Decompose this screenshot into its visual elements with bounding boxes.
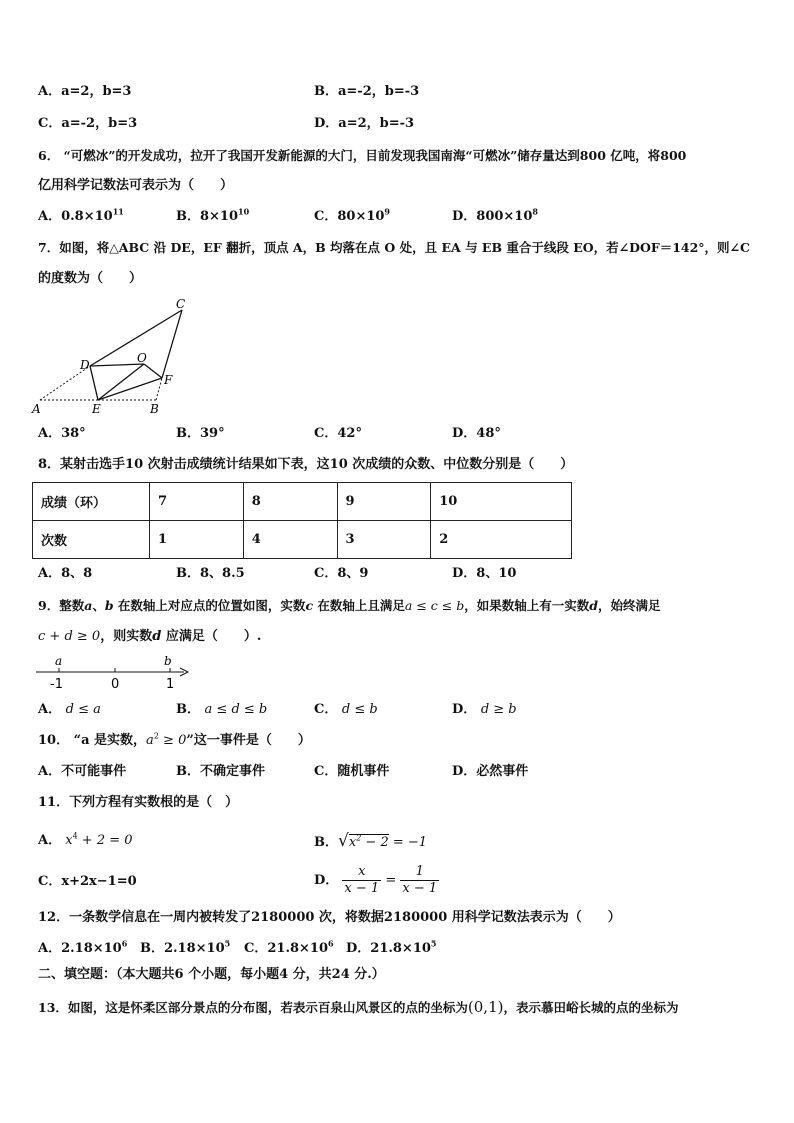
table-cell: 3: [337, 521, 431, 559]
label-A: A: [32, 402, 41, 416]
q8-score-table: [32, 482, 572, 559]
table-cell: 成绩（环）: [33, 483, 150, 521]
fraction-left: $\frac{x}{x - 1}$: [344, 864, 380, 896]
q5-option-c: C．a=-2，b=3: [38, 116, 138, 131]
label-B: B: [150, 402, 159, 416]
q7-option-c: C．42°: [314, 426, 362, 441]
q6-option-c: C．$80\times 10^9$: [314, 206, 390, 224]
q10-option-b: B．不确定事件: [176, 764, 265, 779]
label-D: D: [80, 358, 90, 372]
edge-EO: [98, 364, 144, 400]
q7-option-b: B．39°: [176, 426, 225, 441]
q7-stem-line2: 的度数为（ ）: [38, 271, 143, 286]
q12-option-a: A．$2.18\times 10^6$: [38, 938, 128, 956]
q7-option-d: D．48°: [452, 426, 501, 441]
q9-option-a: A． d ≤ a: [38, 702, 101, 717]
q10-option-a: A．不可能事件: [38, 764, 127, 779]
table-cell: 8: [243, 483, 337, 521]
q11-option-d: D． $\frac{x}{x - 1}$ = $\frac{1}{x - 1}$: [314, 864, 438, 896]
q9-option-b: B． a ≤ d ≤ b: [176, 702, 268, 717]
edge-DE: [90, 366, 98, 400]
edge-OF: [144, 364, 162, 378]
q7-stem-line1: 7．如图，将△ABC 沿 DE，EF 翻折，顶点 A，B 均落在点 O 处，且 EA 与 EB 重合于线段 EO，若∠DOF＝142°，则∠C: [38, 240, 750, 255]
edge-EF: [98, 378, 162, 400]
q12-option-c: C．$21.8\times 10^6$: [244, 938, 334, 956]
label-F: F: [164, 373, 173, 387]
table-cell: 次数: [33, 521, 150, 559]
edge-DO: [90, 364, 144, 366]
q10-stem: 10． “a 是实数，$a^2 \ge 0$”这一事件是（ ）: [38, 731, 311, 748]
label-O: O: [137, 351, 147, 365]
fraction-right: $\frac{1}{x - 1}$: [402, 864, 438, 896]
q6-stem-line2: 亿用科学记数法可表示为（ ）: [38, 178, 234, 193]
q8-stem: 8．某射击选手10 次射击成绩统计结果如下表，这10 次成绩的众数、中位数分别是（ ）: [38, 457, 574, 472]
q11-option-a: A． $x^4 + 2 = 0$: [38, 831, 133, 848]
table-cell: 4: [243, 521, 337, 559]
q9-stem-line2: c + d ≥ 0，则实数d 应满足（ ）.: [38, 629, 262, 644]
q12-option-b: B．$2.18\times 10^5$: [140, 938, 231, 956]
q5-option-d: D．a=2，b=-3: [314, 116, 415, 131]
tick-label-minus-one: -1: [50, 677, 63, 692]
table-cell: 10: [431, 483, 572, 521]
table-cell: 9: [337, 483, 431, 521]
q6-option-b: B．$8\times 10^{10}$: [176, 206, 250, 224]
q8-option-d: D．8、10: [452, 566, 517, 581]
q8-option-a: A．8、8: [38, 566, 93, 581]
q9-option-c: C． d ≤ b: [314, 702, 378, 717]
sqrt-icon: √: [338, 831, 349, 851]
q9-stem-line1: 9．整数a、b 在数轴上对应点的位置如图，实数c 在数轴上且满足a ≤ c ≤ b，如果数轴上有一实数d，始终满足: [38, 598, 661, 613]
label-C: C: [176, 297, 186, 311]
tick-label-one: 1: [166, 677, 175, 692]
q12-stem: 12．一条数学信息在一周内被转发了2180000 次，将数据2180000 用科学记数法表示为（ ）: [38, 910, 621, 925]
q8-option-c: C．8、9: [314, 566, 369, 581]
q13-stem-line1: 13．如图，这是怀柔区部分景点的分布图，若表示百泉山风景区的点的坐标为(0,1)，表示慕田峪长城的点的坐标为: [38, 998, 679, 1016]
edge-BF: [156, 378, 162, 400]
axis-label-b: b: [164, 654, 172, 668]
table-row: [33, 521, 572, 559]
q7-triangle-figure: [30, 292, 200, 420]
section-title-fill-in: 二、填空题：（本大题共6 个小题，每小题4 分，共24 分.）: [38, 967, 385, 982]
table-cell: 2: [431, 521, 572, 559]
axis-label-a: a: [55, 654, 63, 668]
q8-option-b: B．8、8.5: [176, 566, 245, 581]
q9-number-line: [34, 652, 194, 692]
q6-option-d: D．$800\times 10^8$: [452, 206, 538, 224]
q10-option-c: C．随机事件: [314, 764, 390, 779]
table-cell: 1: [150, 521, 244, 559]
q10-option-d: D．必然事件: [452, 764, 529, 779]
table-row: [33, 483, 572, 521]
tick-label-zero: 0: [111, 677, 120, 692]
q6-stem-line1: 6． “可燃冰”的开发成功，拉开了我国开发新能源的大门，目前发现我国南海“可燃冰”储存量达到800 亿吨，将800: [38, 148, 687, 163]
q7-option-a: A．38°: [38, 426, 86, 441]
q5-option-a: A．a=2，b=3: [38, 84, 132, 99]
q12-option-d: D．$21.8\times 10^5$: [346, 938, 437, 956]
q11-option-c: C．x+2x−1=0: [38, 874, 137, 889]
q11-stem: 11．下列方程有实数根的是（ ）: [38, 795, 239, 810]
q5-option-b: B．a=-2，b=-3: [314, 84, 420, 99]
label-E: E: [92, 402, 101, 416]
q9-option-d: D． d ≥ b: [452, 702, 517, 717]
table-cell: 7: [150, 483, 244, 521]
q6-option-a: A．$0.8\times 10^{11}$: [38, 206, 124, 224]
q11-option-b: B．$√x^2 - 2 = -1$: [314, 831, 428, 851]
